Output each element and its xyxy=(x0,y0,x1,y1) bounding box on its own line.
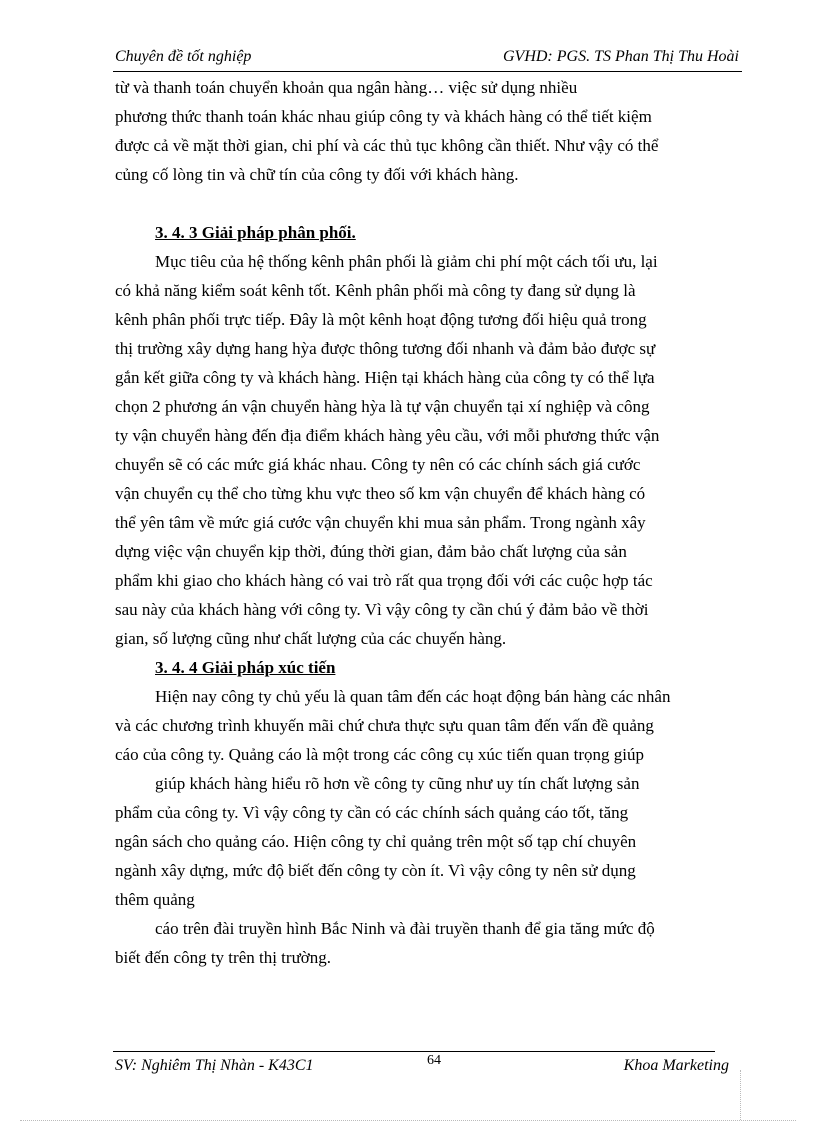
text-line: thêm quảng xyxy=(115,890,195,909)
paragraph-payment-methods xyxy=(115,73,745,189)
text-line: phẩm khi giao cho khách hàng có vai trò rất qua trọng đối với các cuộc hợp tác xyxy=(115,571,653,590)
page-footer xyxy=(115,1055,729,1079)
section-promotion xyxy=(115,653,745,972)
header-rule xyxy=(113,71,742,72)
page-number: 64 xyxy=(427,1053,441,1068)
page-header xyxy=(115,48,739,70)
text-line: Mục tiêu của hệ thống kênh phân phối là giảm chi phí một cách tối ưu, lại xyxy=(155,252,658,271)
header-advisor: GVHD: PGS. TS Phan Thị Thu Hoài xyxy=(502,48,739,65)
text-line: ngành xây dựng, mức độ biết đến công ty còn ít. Vì vậy công ty nên sử dụng xyxy=(115,861,636,880)
text-line: dựng việc vận chuyển kịp thời, đúng thời gian, đảm bảo chất lượng của sản xyxy=(115,542,627,561)
page-bottom-dotted-edge xyxy=(20,1120,796,1121)
text-line: có khả năng kiểm soát kênh tốt. Kênh phân phối mà công ty đang sử dụng là xyxy=(115,281,636,300)
text-line: cáo trên đài truyền hình Bắc Ninh và đài truyền thanh để gia tăng mức độ xyxy=(155,919,655,938)
section-heading-promotion: 3. 4. 4 Giải pháp xúc tiến xyxy=(155,658,336,677)
section-distribution xyxy=(115,218,745,653)
text-line: sau này của khách hàng với công ty. Vì vậy công ty cần chú ý đảm bảo về thời xyxy=(115,600,649,619)
text-line: cáo của công ty. Quảng cáo là một trong các công cụ xúc tiến quan trọng giúp xyxy=(115,745,645,764)
text-line: và các chương trình khuyến mãi chứ chưa thực sựu quan tâm đến vấn đề quảng xyxy=(115,716,654,735)
text-line: củng cố lòng tin và chữ tín của công ty đối với khách hàng. xyxy=(115,165,519,184)
text-line: biết đến công ty trên thị trường. xyxy=(115,948,332,967)
text-line: chuyển sẽ có các mức giá khác nhau. Công ty nên có các chính sách giá cước xyxy=(115,455,641,474)
text-line: gắn kết giữa công ty và khách hàng. Hiện tại khách hàng của công ty có thể lựa xyxy=(115,368,655,387)
section-heading-distribution: 3. 4. 3 Giải pháp phân phối. xyxy=(155,223,356,242)
document-body xyxy=(115,73,745,972)
text-line: thị trường xây dựng hang hỳa được thông tương đối nhanh và đảm bảo được sự xyxy=(115,339,656,358)
text-line: phương thức thanh toán khác nhau giúp công ty và khách hàng có thể tiết kiệm xyxy=(115,107,652,126)
text-line: được cả về mặt thời gian, chi phí và các thủ tục không cần thiết. Như vậy có thể xyxy=(115,136,659,155)
footer-rule xyxy=(113,1051,715,1052)
footer-department: Khoa Marketing xyxy=(623,1057,729,1074)
text-line: phẩm của công ty. Vì vậy công ty cần có các chính sách quảng cáo tốt, tăng xyxy=(115,803,629,822)
text-line: chọn 2 phương án vận chuyển hàng hỳa là tự vận chuyển tại xí nghiệp và công xyxy=(115,397,650,416)
text-line: kênh phân phối trực tiếp. Đây là một kênh hoạt động tương đối hiệu quả trong xyxy=(115,310,647,329)
page-corner-dotted-edge xyxy=(740,1070,741,1120)
text-line: ngân sách cho quảng cáo. Hiện công ty chỉ quảng trên một số tạp chí chuyên xyxy=(115,832,637,851)
footer-student: SV: Nghiêm Thị Nhàn - K43C1 xyxy=(115,1057,314,1074)
text-line: thể yên tâm về mức giá cước vận chuyển khi mua sản phẩm. Trong ngành xây xyxy=(115,513,646,532)
text-line: từ và thanh toán chuyển khoản qua ngân hàng… việc sử dụng nhiều xyxy=(115,78,578,97)
header-document-type: Chuyên đề tốt nghiệp xyxy=(115,48,252,65)
text-line: vận chuyển cụ thể cho từng khu vực theo số km vận chuyển để khách hàng có xyxy=(115,484,646,503)
text-line: ty vận chuyển hàng đến địa điểm khách hàng yêu cầu, với mỗi phương thức vận xyxy=(115,426,660,445)
text-line: Hiện nay công ty chủ yếu là quan tâm đến các hoạt động bán hàng các nhân xyxy=(155,687,671,706)
text-line: giúp khách hàng hiểu rõ hơn về công ty cũng như uy tín chất lượng sản xyxy=(155,774,640,793)
paragraph-spacer xyxy=(115,189,745,218)
text-line: gian, số lượng cũng như chất lượng của các chuyến hàng. xyxy=(115,629,507,648)
